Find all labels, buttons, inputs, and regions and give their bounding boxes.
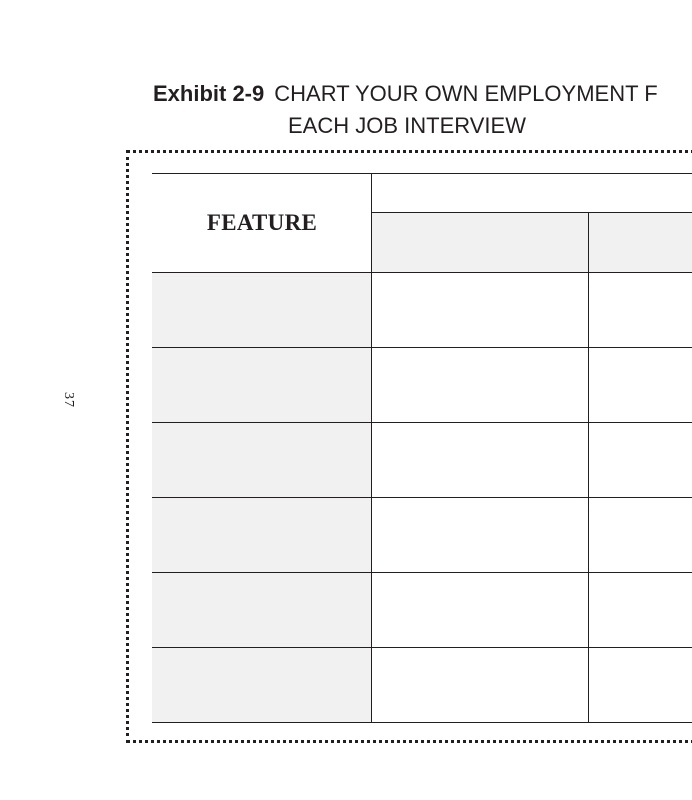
exhibit-label: Exhibit 2-9 xyxy=(153,81,265,106)
table-rule-header xyxy=(152,272,692,273)
exhibit-title-line2: EACH JOB INTERVIEW xyxy=(288,113,526,138)
page-number: 37 xyxy=(61,392,76,408)
feature-header: FEATURE xyxy=(206,210,318,235)
feature-cell xyxy=(152,273,372,348)
table-rule-bottom xyxy=(152,722,692,723)
feature-cell xyxy=(152,348,372,423)
table-rule-column-divider xyxy=(588,212,589,723)
table-rule-feature-divider xyxy=(371,173,372,723)
feature-cell xyxy=(152,573,372,648)
table-rule-subheader xyxy=(372,212,692,213)
header-subcell-2 xyxy=(589,212,692,273)
table-rule-row xyxy=(152,497,692,498)
table-rule-top xyxy=(152,173,692,174)
employment-chart-table xyxy=(152,173,692,723)
table-rule-row xyxy=(152,647,692,648)
header-subcell-1 xyxy=(372,212,589,273)
table-rule-row xyxy=(152,422,692,423)
feature-cell xyxy=(152,423,372,498)
table-rule-row xyxy=(152,572,692,573)
exhibit-title-line1: CHART YOUR OWN EMPLOYMENT F xyxy=(274,81,658,106)
feature-cell xyxy=(152,498,372,573)
table-rule-row xyxy=(152,347,692,348)
feature-cell xyxy=(152,648,372,723)
exhibit-title xyxy=(153,78,692,142)
